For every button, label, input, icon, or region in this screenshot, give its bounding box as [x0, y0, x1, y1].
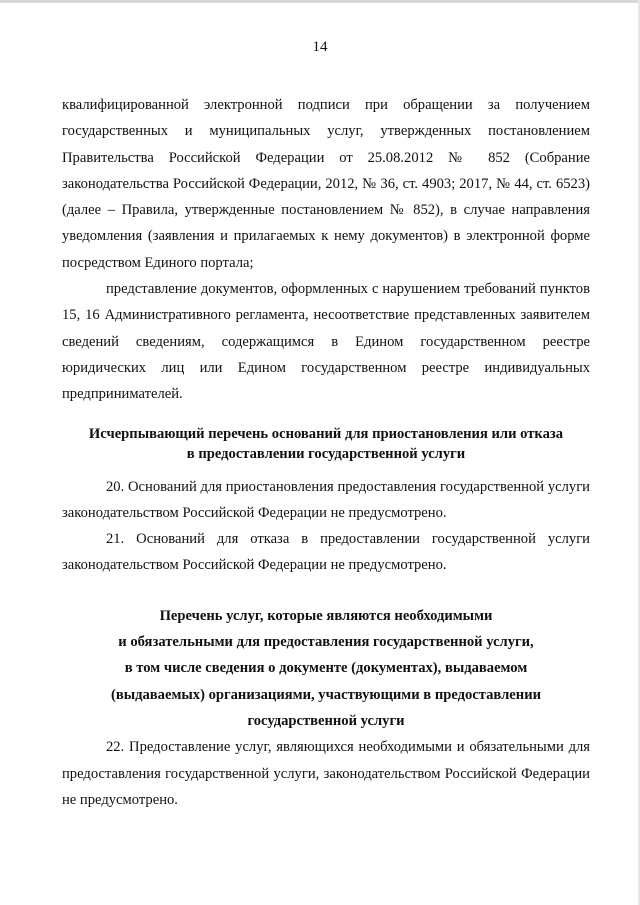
heading-line: государственной услуги — [247, 712, 405, 729]
paragraph-item-20: 20. Оснований для приостановления предоставления государственной услуги законодательством Российской Федерации не предусмотрено. — [62, 478, 590, 521]
section-heading-required-services — [62, 603, 590, 734]
paragraph-continuation: квалифицированной электронной подписи при обращении за получением государственных и муниципальных услуг, утвержденных постановлением Правительства Российской Федерации от 25.08.2012 № 852 (Собрание законодательства Российской Федерации, 2012, № 36, ст. 4903; 2017, № 44, ст. 6523) (далее – Правила, утвержденные постановлением № 852), в случае направления уведомления (заявления и прилагаемых к нему документов) в электронной форме посредством Единого портала; — [62, 97, 590, 271]
paragraph-item-22: 22. Предоставление услуг, являющихся необходимыми и обязательными для предоставления государственной услуги, законодательством Российской Федерации не предусмотрено. — [62, 739, 590, 808]
paragraph-item-21: 21. Оснований для отказа в предоставлении государственной услуги законодательством Российской Федерации не предусмотрено. — [62, 531, 590, 574]
heading-line: (выдаваемых) организациями, участвующими в предоставлении — [110, 686, 542, 703]
heading-line: Исчерпывающий перечень оснований для приостановления или отказа — [88, 425, 564, 442]
heading-line: в предоставлении государственной услуги — [186, 445, 466, 462]
heading-line: в том числе сведения о документе (документах), выдаваемом — [124, 660, 528, 677]
document-body — [62, 92, 590, 813]
section-heading-grounds-for-refusal — [62, 424, 590, 464]
page-number: 14 — [312, 39, 328, 55]
page-edge-top — [0, 0, 640, 3]
heading-line: Перечень услуг, которые являются необходимыми — [159, 607, 493, 624]
heading-line: и обязательными для предоставления государственной услуги, — [118, 634, 534, 651]
paragraph-document-violations: представление документов, оформленных с нарушением требований пунктов 15, 16 Административного регламента, несоответствие представленных заявителем сведений сведениям, содержащимся в Едином государственном реестре юридических лиц или Едином государственном реестре индивидуальных предпринимателей. — [62, 281, 590, 403]
